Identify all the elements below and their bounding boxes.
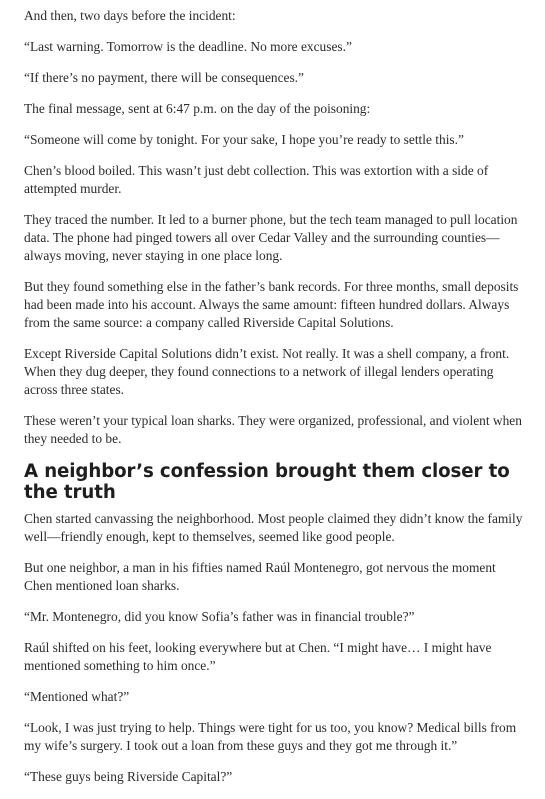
paragraph: “These guys being Riverside Capital?” [24,769,233,784]
paragraph: Raúl shifted on his feet, looking everywhere but at Chen. “I might have… I might have mentioned something to him once.” [24,640,492,673]
paragraph: “Someone will come by tonight. For your sake, I hope you’re ready to settle this.” [24,132,464,147]
paragraph: Except Riverside Capital Solutions didn’t exist. Not really. It was a shell company, a front. When they dug deeper, they found connections to a network of illegal lenders operating across three states. [24,346,510,397]
paragraph: They traced the number. It led to a burner phone, but the tech team managed to pull location data. The phone had pinged towers all over Cedar Valley and the surrounding counties—always moving, never staying in one place long. [24,212,518,263]
paragraph: Chen’s blood boiled. This wasn’t just debt collection. This was extortion with a side of attempted murder. [24,163,489,196]
paragraph: “Look, I was just trying to help. Things were tight for us too, you know? Medical bills from my wife’s surgery. I took out a loan from these guys and they got me through it.” [24,720,517,753]
paragraph: “Mr. Montenegro, did you know Sofia’s father was in financial trouble?” [24,609,415,624]
paragraph: “If there’s no payment, there will be consequences.” [24,70,304,85]
paragraph: The final message, sent at 6:47 p.m. on the day of the poisoning: [24,101,371,116]
paragraph: But they found something else in the father’s bank records. For three months, small deposits had been made into his account. Always the same amount: fifteen hundred dollars. Always from the same source: a company called Riverside Capital Solutions. [24,279,519,330]
paragraph: And then, two days before the incident: [24,8,236,23]
section-heading: A neighbor’s confession brought them closer to the truth [24,461,510,503]
paragraph: “Last warning. Tomorrow is the deadline. No more excuses.” [24,39,352,54]
paragraph: “Mentioned what?” [24,689,130,704]
paragraph: Chen started canvassing the neighborhood. Most people claimed they didn’t know the family well—friendly enough, kept to themselves, seemed like good people. [24,511,523,544]
paragraph: These weren’t your typical loan sharks. They were organized, professional, and violent when they needed to be. [24,413,522,446]
paragraph: But one neighbor, a man in his fifties named Raúl Montenegro, got nervous the moment Chen mentioned loan sharks. [24,560,496,593]
article-body [24,7,524,799]
